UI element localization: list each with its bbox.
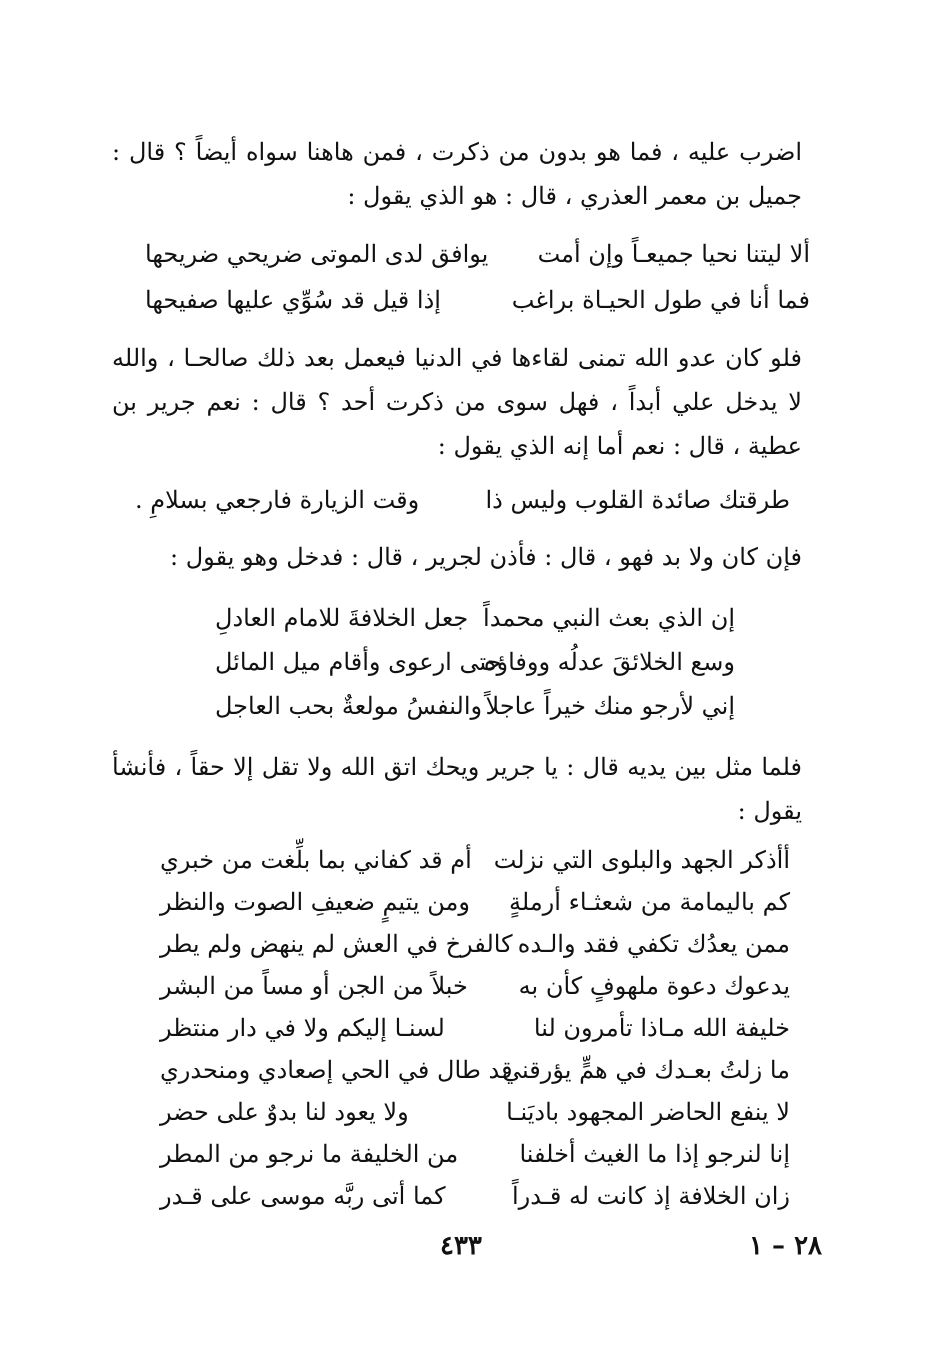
verse-second-hemistich: إذا قيل قد سُوِّي عليها صفيحها bbox=[145, 286, 441, 314]
verse-first-hemistich: لا ينفع الحاضر المجهود باديَنـا bbox=[506, 1098, 790, 1126]
verse-second-hemistich: خبلاً من الجن أو مساً من البشر bbox=[160, 972, 468, 1000]
verse-first-hemistich: طرقتك صائدة القلوب وليس ذا bbox=[485, 486, 790, 514]
verse-first-hemistich: زان الخلافة إذ كانت له قـدراً bbox=[511, 1182, 790, 1210]
verse-second-hemistich: ومن يتيمٍ ضعيفِ الصوت والنظر bbox=[160, 888, 470, 916]
verse-second-hemistich: قد طال في الحي إصعادي ومنحدري bbox=[160, 1056, 513, 1084]
verse-line bbox=[0, 880, 930, 924]
verse-first-hemistich: إنا لنرجو إذا ما الغيث أخلفنا bbox=[519, 1140, 790, 1168]
verse-line bbox=[0, 1174, 930, 1218]
verse-second-hemistich: حتى ارعوى وأقام ميل المائل bbox=[215, 648, 502, 676]
verse-first-hemistich: ألا ليتنا نحيا جميعـاً وإن أمت bbox=[537, 240, 810, 268]
verse-first-hemistich: فما أنا في طول الحيـاة براغب bbox=[511, 286, 810, 314]
paragraph-2: فلو كان عدو الله تمنى لقاءها في الدنيا فيعمل بعد ذلك صالحـا ، والله لا يدخل علي أبداً ، فهل سوى من ذكرت أحد ؟ قال : نعم جرير بن عطية ، قال : نعم أما إنه الذي يقول : bbox=[112, 344, 802, 460]
verse-first-hemistich: إن الذي بعث النبي محمداً bbox=[483, 604, 735, 632]
verse-line bbox=[0, 964, 930, 1008]
verse-line bbox=[0, 1006, 930, 1050]
verse-first-hemistich: إني لأرجو منك خيراً عاجلاً bbox=[485, 692, 735, 720]
verse-second-hemistich: من الخليفة ما نرجو من المطر bbox=[160, 1140, 459, 1168]
verse-first-hemistich: ما زلتُ بعـدك في همٍّ يؤرقني bbox=[502, 1056, 790, 1084]
verse-second-hemistich: ولا يعود لنا بدوٌ على حضر bbox=[160, 1098, 409, 1126]
page-signature: ٢٨ – ١ bbox=[748, 1231, 822, 1261]
verse-second-hemistich: أم قد كفاني بما بلِّغت من خبري bbox=[160, 846, 472, 874]
verse-line bbox=[0, 478, 930, 522]
paragraph-3: فإن كان ولا بد فهو ، قال : فأذن لجرير ، قال : فدخل وهو يقول : bbox=[170, 543, 802, 571]
verse-second-hemistich: كما أتى ربَّه موسى على قـدر bbox=[160, 1182, 446, 1210]
verse-second-hemistich: وقت الزيارة فارجعي بسلامِ . bbox=[135, 486, 420, 514]
verse-second-hemistich: لسنـا إليكم ولا في دار منتظر bbox=[160, 1014, 445, 1042]
paragraph-1: اضرب عليه ، فما هو بدون من ذكرت ، فمن هاهنا سواه أيضاً ؟ قال : جميل بن معمر العذري ، قال : هو الذي يقول : bbox=[112, 138, 803, 210]
verse-first-hemistich: أأذكر الجهد والبلوى التي نزلت bbox=[493, 846, 790, 874]
verse-second-hemistich: كالفرخ في العش لم ينهض ولم يطر bbox=[160, 930, 513, 958]
verse-line bbox=[0, 278, 930, 322]
verse-line bbox=[0, 640, 930, 684]
verse-line bbox=[0, 922, 930, 966]
page-number: ٤٣٣ bbox=[440, 1231, 482, 1261]
verse-line bbox=[0, 1090, 930, 1134]
verse-first-hemistich: كم باليمامة من شعثـاء أرملةٍ bbox=[509, 888, 790, 916]
verse-line bbox=[0, 232, 930, 276]
verse-line bbox=[0, 1132, 930, 1176]
verse-line bbox=[0, 684, 930, 728]
verse-first-hemistich: خليفة الله مـاذا تأمرون لنا bbox=[533, 1014, 790, 1042]
verse-first-hemistich: يدعوك دعوة ملهوفٍ كأن به bbox=[518, 972, 790, 1000]
verse-second-hemistich: جعل الخلافةَ للامام العادلِ bbox=[215, 604, 469, 632]
verse-first-hemistich: ممن يعدُك تكفي فقد والـده bbox=[517, 930, 790, 958]
verse-line bbox=[0, 838, 930, 882]
verse-line bbox=[0, 1048, 930, 1092]
verse-line bbox=[0, 596, 930, 640]
verse-second-hemistich: يوافق لدى الموتى ضريحي ضريحها bbox=[145, 240, 489, 268]
verse-second-hemistich: والنفسُ مولعةٌ بحب العاجل bbox=[215, 692, 483, 720]
verse-first-hemistich: وسع الخلائقَ عدلُه ووفاؤه bbox=[483, 648, 735, 676]
paragraph-4: فلما مثل بين يديه قال : يا جرير ويحك اتق الله ولا تقل إلا حقاً ، فأنشأ يقول : bbox=[112, 753, 802, 825]
